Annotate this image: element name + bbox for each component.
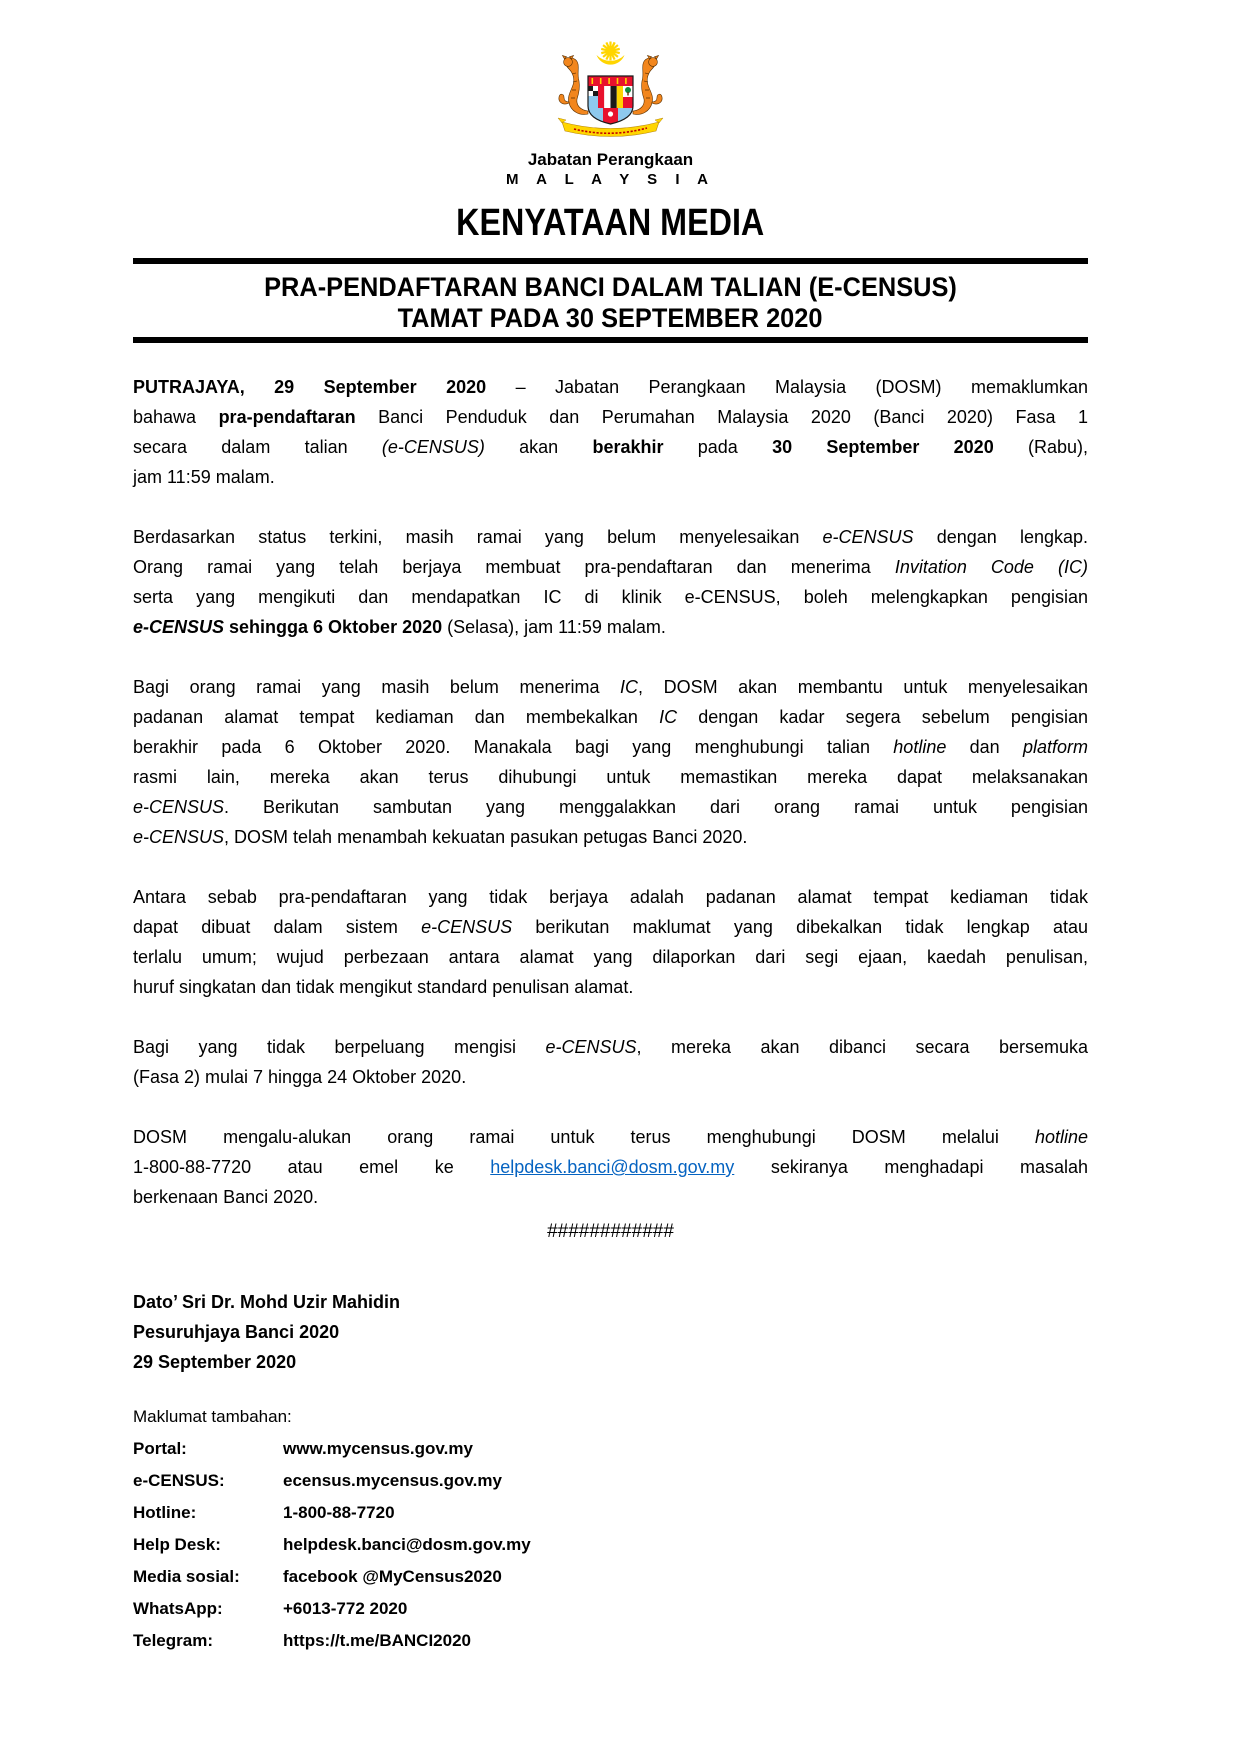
paragraph-line — [133, 372, 1088, 402]
additional-info-heading: Maklumat tambahan: — [133, 1407, 292, 1426]
text-run: secara dalam talian — [133, 437, 382, 457]
text-run: PUTRAJAYA, 29 September 2020 — [133, 377, 487, 397]
text-run: e-CENSUS — [133, 797, 225, 817]
contact-label: Media sosial: — [133, 1567, 240, 1586]
contact-label: Telegram: — [133, 1631, 213, 1650]
additional-info — [133, 1403, 1088, 1657]
paragraph-line — [133, 942, 1088, 972]
paragraph-line — [133, 402, 1088, 432]
text-run: pra-pendaftaran — [218, 407, 356, 427]
divider-rule-top — [133, 258, 1088, 264]
signature-date: 29 September 2020 — [133, 1352, 297, 1372]
text-run: platform — [1022, 737, 1088, 757]
text-run: bahawa — [133, 407, 219, 427]
paragraph-line — [133, 762, 1088, 792]
text-run: Antara sebab pra-pendaftaran yang tidak berjaya adalah padanan alamat tempat kediaman tidak — [133, 887, 1088, 907]
contact-label: Hotline: — [133, 1503, 197, 1522]
text-run: hotline — [1034, 1127, 1088, 1147]
text-run: e-CENSUS — [545, 1037, 637, 1057]
text-run: berakhir pada 6 Oktober 2020. Manakala bagi yang menghubungi talian — [133, 737, 894, 757]
text-run: sekiranya menghadapi masalah — [734, 1157, 1089, 1177]
contact-value: 1-800-88-7720 — [283, 1503, 395, 1522]
contact-value: www.mycensus.gov.my — [283, 1439, 473, 1458]
document-title: KENYATAAN MEDIA — [456, 202, 765, 244]
paragraph — [133, 672, 1088, 852]
contact-row — [133, 1593, 1088, 1625]
department-country: M A L A Y S I A — [506, 171, 715, 188]
signatory-name: Dato’ Sri Dr. Mohd Uzir Mahidin — [133, 1292, 401, 1312]
header-logo — [133, 0, 1088, 188]
paragraph-line — [133, 972, 1088, 1002]
text-run: sehingga 6 Oktober 2020 — [224, 617, 443, 637]
text-run: hotline — [893, 737, 947, 757]
signatory-role: Pesuruhjaya Banci 2020 — [133, 1322, 340, 1342]
signature-block — [133, 1287, 1088, 1377]
text-run: dengan lengkap. — [913, 527, 1088, 547]
text-run: 1-800-88-7720 atau emel ke — [133, 1157, 491, 1177]
paragraph-line — [133, 912, 1088, 942]
text-run: (e-CENSUS) — [381, 437, 485, 457]
document-subtitle: PRA-PENDAFTARAN BANCI DALAM TALIAN (E-CENSUS) TAMAT PADA 30 SEPTEMBER 2020 — [264, 272, 957, 333]
malaysia-coat-of-arms-logo — [548, 40, 673, 140]
contact-row — [133, 1433, 1088, 1465]
text-run: akan — [484, 437, 593, 457]
paragraph-line — [133, 1032, 1088, 1062]
paragraph-line — [133, 612, 1088, 642]
paragraph-line — [133, 552, 1088, 582]
contact-value: ecensus.mycensus.gov.my — [283, 1471, 502, 1490]
text-run: Invitation Code (IC) — [894, 557, 1088, 577]
text-run: e-CENSUS — [133, 827, 225, 847]
text-run: pada — [663, 437, 773, 457]
body-paragraphs — [133, 372, 1088, 1212]
contact-row — [133, 1625, 1088, 1657]
contact-label: e-CENSUS: — [133, 1471, 225, 1490]
text-run: – Jabatan Perangkaan Malaysia (DOSM) memaklumkan — [486, 377, 1088, 397]
paragraph-line — [133, 732, 1088, 762]
text-run: huruf singkatan dan tidak mengikut standard penulisan alamat. — [133, 977, 634, 997]
text-run: Orang ramai yang telah berjaya membuat pra-pendaftaran dan menerima — [133, 557, 895, 577]
text-run: . Berikutan sambutan yang menggalakkan dari orang ramai untuk pengisian — [224, 797, 1088, 817]
text-run: dapat dibuat dalam sistem — [133, 917, 422, 937]
contact-value: https://t.me/BANCI2020 — [283, 1631, 471, 1650]
text-run: rasmi lain, mereka akan terus dihubungi untuk memastikan mereka dapat melaksanakan — [133, 767, 1088, 787]
contact-row — [133, 1529, 1088, 1561]
helpdesk-email-link[interactable]: helpdesk.banci@dosm.gov.my — [490, 1157, 735, 1177]
text-run: (Fasa 2) mulai 7 hingga 24 Oktober 2020. — [133, 1067, 467, 1087]
contact-rows — [133, 1433, 1088, 1657]
text-run: e-CENSUS — [421, 917, 513, 937]
paragraph-line — [133, 1152, 1088, 1182]
text-run: berakhir — [592, 437, 664, 457]
paragraph-line — [133, 582, 1088, 612]
text-run: berikutan maklumat yang dibekalkan tidak lengkap atau — [512, 917, 1089, 937]
text-run: terlalu umum; wujud perbezaan antara alamat yang dilaporkan dari segi ejaan, kaedah penulisan, — [133, 947, 1088, 967]
contact-value: helpdesk.banci@dosm.gov.my — [283, 1535, 531, 1554]
paragraph — [133, 1032, 1088, 1092]
text-run: , DOSM akan membantu untuk menyelesaikan — [638, 677, 1088, 697]
paragraph — [133, 1122, 1088, 1212]
text-run: DOSM mengalu-alukan orang ramai untuk terus menghubungi DOSM melalui — [133, 1127, 1035, 1147]
divider-rule-bottom — [133, 337, 1088, 343]
paragraph — [133, 372, 1088, 492]
text-run: Berdasarkan status terkini, masih ramai yang belum menyelesaikan — [133, 527, 823, 547]
paragraph-line — [133, 432, 1088, 462]
text-run: (Selasa), jam 11:59 malam. — [442, 617, 666, 637]
paragraph-line — [133, 522, 1088, 552]
text-run: dengan kadar segera sebelum pengisian — [677, 707, 1088, 727]
contact-value: +6013-772 2020 — [283, 1599, 408, 1618]
text-run: , DOSM telah menambah kekuatan pasukan petugas Banci 2020. — [224, 827, 748, 847]
paragraph-line — [133, 882, 1088, 912]
paragraph-line — [133, 462, 1088, 492]
text-run: IC — [659, 707, 678, 727]
paragraph — [133, 882, 1088, 1002]
paragraph-line — [133, 702, 1088, 732]
text-run: e-CENSUS — [822, 527, 914, 547]
text-run: berkenaan Banci 2020. — [133, 1187, 319, 1207]
text-run: Bagi yang tidak berpeluang mengisi — [133, 1037, 546, 1057]
text-run: Bagi orang ramai yang masih belum menerima — [133, 677, 621, 697]
text-run: e-CENSUS — [133, 617, 225, 637]
department-name: Jabatan Perangkaan — [527, 150, 694, 169]
text-run: jam 11:59 malam. — [133, 467, 275, 487]
contact-row — [133, 1561, 1088, 1593]
text-run: , mereka akan dibanci secara bersemuka — [636, 1037, 1088, 1057]
paragraph — [133, 522, 1088, 642]
text-run: padanan alamat tempat kediaman dan membekalkan — [133, 707, 660, 727]
contact-row — [133, 1465, 1088, 1497]
paragraph-line — [133, 1182, 1088, 1212]
text-run: (Rabu), — [993, 437, 1088, 457]
text-run: serta yang mengikuti dan mendapatkan IC di klinik e-CENSUS, boleh melengkapkan pengisian — [133, 587, 1088, 607]
text-run: IC — [620, 677, 639, 697]
hash-separator: ############ — [547, 1221, 674, 1242]
contact-label: Portal: — [133, 1439, 187, 1458]
contact-label: WhatsApp: — [133, 1599, 223, 1618]
text-run: dan — [946, 737, 1023, 757]
paragraph-line — [133, 672, 1088, 702]
paragraph-line — [133, 792, 1088, 822]
paragraph-line — [133, 822, 1088, 852]
contact-label: Help Desk: — [133, 1535, 221, 1554]
text-run: 30 September 2020 — [772, 437, 994, 457]
paragraph-line — [133, 1062, 1088, 1092]
contact-row — [133, 1497, 1088, 1529]
text-run: Banci Penduduk dan Perumahan Malaysia 2020 (Banci 2020) Fasa 1 — [355, 407, 1088, 427]
paragraph-line — [133, 1122, 1088, 1152]
contact-value: facebook @MyCensus2020 — [283, 1567, 502, 1586]
